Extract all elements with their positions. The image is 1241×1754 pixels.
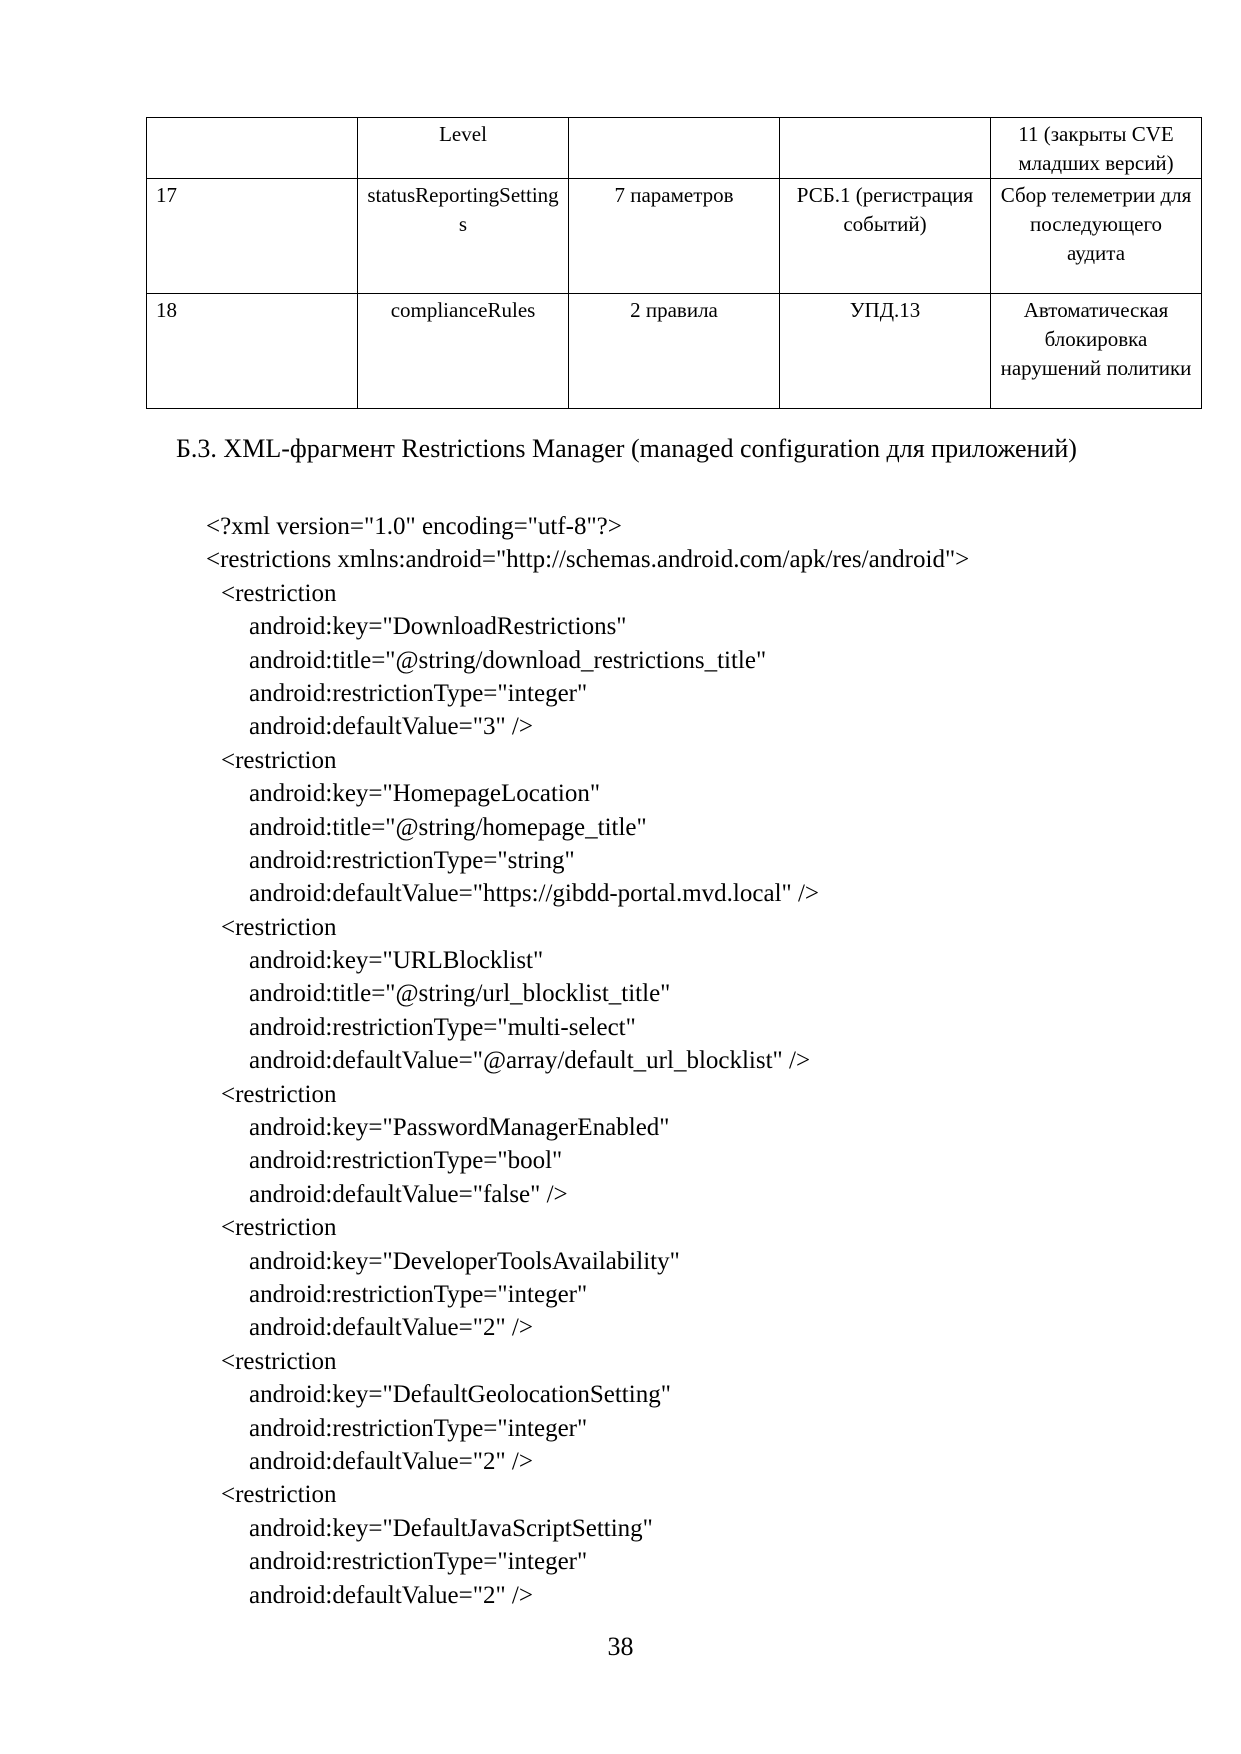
code-line: <restriction (221, 1347, 337, 1375)
code-line: <restriction (221, 1214, 337, 1242)
code-line: android:defaultValue="2" /> (249, 1447, 533, 1475)
code-line: <restriction (221, 1080, 337, 1108)
table-row (147, 118, 1202, 179)
code-line: android:key="HomepageLocation" (249, 780, 601, 808)
code-line: <?xml version="1.0" encoding="utf-8"?> (206, 513, 622, 540)
code-line: android:restrictionType="multi-select" (249, 1013, 636, 1041)
table-cell: 11 (закрыты CVE младших версий) (991, 118, 1202, 179)
table-row (147, 294, 1202, 409)
code-line: <restrictions xmlns:android="http://schemas.android.com/apk/res/android"> (206, 546, 970, 574)
code-line: android:restrictionType="bool" (249, 1147, 563, 1175)
code-line: android:restrictionType="integer" (249, 1548, 588, 1576)
code-line: android:key="DefaultGeolocationSetting" (249, 1381, 671, 1409)
code-line: android:defaultValue="2" /> (249, 1314, 533, 1342)
table-cell (147, 118, 358, 179)
table-cell (569, 118, 780, 179)
table-cell: 18 (147, 294, 358, 409)
xml-code-block (206, 510, 969, 1612)
table-cell: statusReportingSettings (358, 179, 569, 294)
table-cell: РСБ.1 (регистрация событий) (780, 179, 991, 294)
code-line: android:key="PasswordManagerEnabled" (249, 1114, 670, 1142)
table-cell (780, 118, 991, 179)
code-line: android:title="@string/url_blocklist_title" (249, 980, 671, 1008)
code-line: android:key="URLBlocklist" (249, 947, 544, 975)
table-cell: 7 параметров (569, 179, 780, 294)
code-line: android:restrictionType="integer" (249, 1280, 588, 1308)
code-line: android:restrictionType="string" (249, 846, 575, 874)
code-line: android:key="DefaultJavaScriptSetting" (249, 1514, 653, 1542)
table-cell: Level (358, 118, 569, 179)
table-cell: 17 (147, 179, 358, 294)
code-line: android:defaultValue="false" /> (249, 1180, 568, 1208)
code-line: <restriction (221, 746, 337, 774)
code-line: android:restrictionType="integer" (249, 679, 588, 707)
table-cell: Автоматическая блокировка нарушений политики (991, 294, 1202, 409)
code-line: <restriction (221, 913, 337, 941)
table-cell: complianceRules (358, 294, 569, 409)
policy-table (146, 117, 1202, 409)
code-line: android:restrictionType="integer" (249, 1414, 588, 1442)
section-heading: Б.3. XML-фрагмент Restrictions Manager (managed configuration для приложений) (176, 434, 1077, 463)
code-line: android:key="DownloadRestrictions" (249, 613, 627, 641)
code-line: android:defaultValue="2" /> (249, 1581, 533, 1609)
code-line: <restriction (221, 1481, 337, 1509)
table-cell: Сбор телеметрии для последующего аудита (991, 179, 1202, 294)
code-line: <restriction (221, 579, 337, 607)
code-line: android:defaultValue="https://gibdd-portal.mvd.local" /> (249, 880, 820, 908)
table-row (147, 179, 1202, 294)
code-line: android:title="@string/homepage_title" (249, 813, 647, 841)
code-line: android:title="@string/download_restrictions_title" (249, 646, 767, 674)
page-number: 38 (607, 1632, 634, 1661)
table-cell: 2 правила (569, 294, 780, 409)
code-line: android:key="DeveloperToolsAvailability" (249, 1247, 680, 1275)
code-line: android:defaultValue="3" /> (249, 713, 533, 741)
code-line: android:defaultValue="@array/default_url_blocklist" /> (249, 1047, 811, 1075)
table-cell: УПД.13 (780, 294, 991, 409)
